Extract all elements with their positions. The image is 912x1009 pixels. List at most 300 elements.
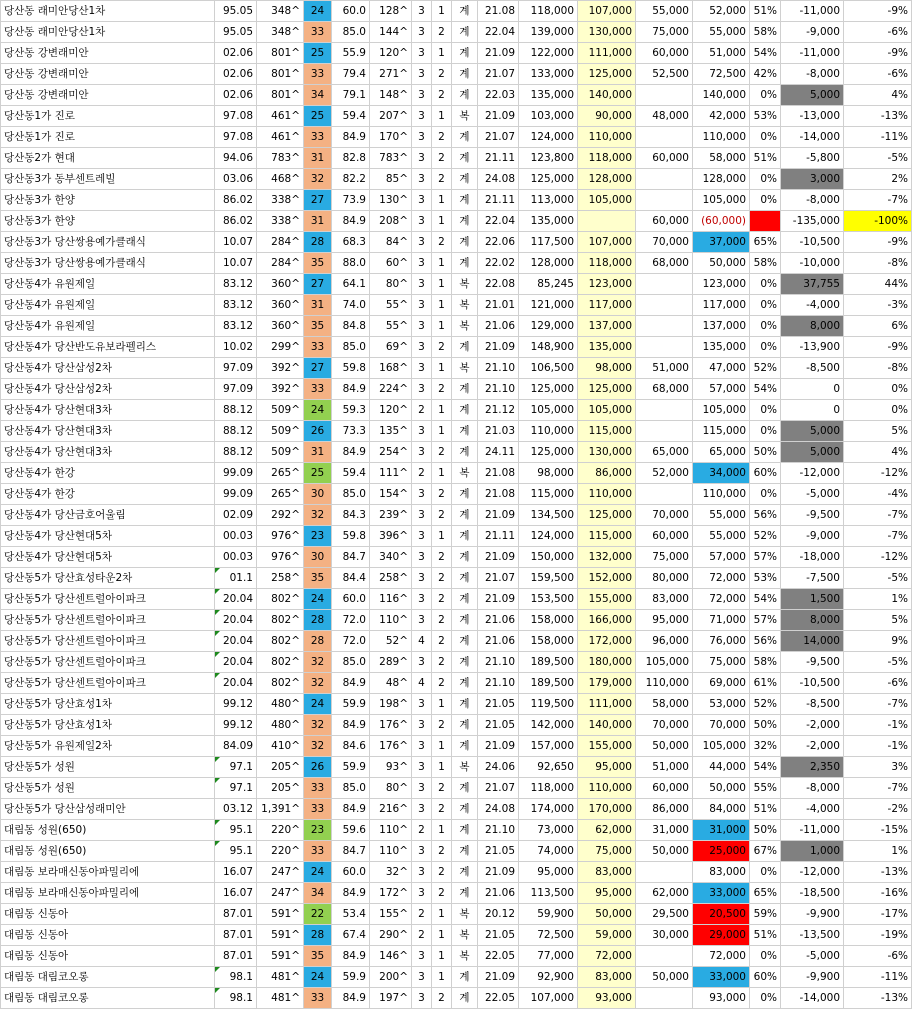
current-price-cell[interactable]: 110,000 [578, 484, 636, 505]
households-cell[interactable]: 396^ [370, 526, 412, 547]
households-cell[interactable]: 80^ [370, 778, 412, 799]
complex-name-cell[interactable]: 당산동4가 유원제일 [1, 316, 215, 337]
stair-type-cell[interactable]: 계 [452, 85, 478, 106]
jeonse-ratio-cell[interactable]: 51% [750, 148, 781, 169]
baths-cell[interactable]: 1 [432, 274, 452, 295]
stair-type-cell[interactable]: 복 [452, 463, 478, 484]
stair-type-cell[interactable]: 계 [452, 988, 478, 1009]
change-rate-cell[interactable]: -12% [844, 463, 912, 484]
gap-amount-cell[interactable]: 25,000 [693, 841, 750, 862]
area-cell[interactable]: 59.6 [332, 820, 370, 841]
price-change-cell[interactable]: 37,755 [781, 274, 844, 295]
stair-type-cell[interactable]: 계 [452, 442, 478, 463]
current-price-cell[interactable]: 90,000 [578, 106, 636, 127]
price-change-cell[interactable]: -4,000 [781, 799, 844, 820]
stair-type-cell[interactable]: 계 [452, 694, 478, 715]
gap-amount-cell[interactable]: 71,000 [693, 610, 750, 631]
built-date-cell[interactable]: 83.12 [215, 274, 257, 295]
jeonse-price-cell[interactable]: 50,000 [636, 841, 693, 862]
gap-amount-cell[interactable]: 72,000 [693, 568, 750, 589]
gap-amount-cell[interactable]: 37,000 [693, 232, 750, 253]
built-date-cell[interactable]: 03.06 [215, 169, 257, 190]
price-change-cell[interactable]: 5,000 [781, 421, 844, 442]
built-date-cell[interactable]: 16.07 [215, 883, 257, 904]
trade-date-cell[interactable]: 22.06 [478, 232, 519, 253]
pyeong-size-cell[interactable]: 35 [304, 946, 332, 967]
complex-name-cell[interactable]: 당산동 강변래미안 [1, 85, 215, 106]
change-rate-cell[interactable]: -1% [844, 736, 912, 757]
current-price-cell[interactable]: 62,000 [578, 820, 636, 841]
change-rate-cell[interactable]: -9% [844, 337, 912, 358]
baths-cell[interactable]: 2 [432, 652, 452, 673]
total-units-cell[interactable]: 360^ [257, 274, 304, 295]
area-cell[interactable]: 64.1 [332, 274, 370, 295]
price-change-cell[interactable]: -18,000 [781, 547, 844, 568]
current-price-cell[interactable]: 137,000 [578, 316, 636, 337]
stair-type-cell[interactable]: 계 [452, 169, 478, 190]
jeonse-price-cell[interactable] [636, 400, 693, 421]
total-units-cell[interactable]: 976^ [257, 526, 304, 547]
peak-price-cell[interactable]: 158,000 [519, 610, 578, 631]
current-price-cell[interactable]: 105,000 [578, 190, 636, 211]
complex-name-cell[interactable]: 대림동 신동아 [1, 904, 215, 925]
trade-date-cell[interactable]: 22.02 [478, 253, 519, 274]
jeonse-ratio-cell[interactable]: 54% [750, 379, 781, 400]
baths-cell[interactable]: 2 [432, 862, 452, 883]
current-price-cell[interactable]: 83,000 [578, 862, 636, 883]
pyeong-size-cell[interactable]: 27 [304, 274, 332, 295]
jeonse-ratio-cell[interactable]: 51% [750, 1, 781, 22]
pyeong-size-cell[interactable]: 24 [304, 400, 332, 421]
rooms-cell[interactable]: 3 [412, 43, 432, 64]
stair-type-cell[interactable]: 계 [452, 64, 478, 85]
jeonse-price-cell[interactable]: 75,000 [636, 22, 693, 43]
complex-name-cell[interactable]: 당산동5가 유원제일2차 [1, 736, 215, 757]
baths-cell[interactable]: 1 [432, 1, 452, 22]
baths-cell[interactable]: 1 [432, 253, 452, 274]
households-cell[interactable]: 258^ [370, 568, 412, 589]
complex-name-cell[interactable]: 당산동4가 당산현대3차 [1, 421, 215, 442]
trade-date-cell[interactable]: 21.09 [478, 43, 519, 64]
change-rate-cell[interactable]: -11% [844, 127, 912, 148]
built-date-cell[interactable]: 20.04 [215, 589, 257, 610]
peak-price-cell[interactable]: 72,500 [519, 925, 578, 946]
households-cell[interactable]: 208^ [370, 211, 412, 232]
area-cell[interactable]: 60.0 [332, 862, 370, 883]
total-units-cell[interactable]: 802^ [257, 631, 304, 652]
rooms-cell[interactable]: 3 [412, 148, 432, 169]
stair-type-cell[interactable]: 계 [452, 568, 478, 589]
price-change-cell[interactable]: -13,900 [781, 337, 844, 358]
built-date-cell[interactable]: 86.02 [215, 190, 257, 211]
total-units-cell[interactable]: 205^ [257, 757, 304, 778]
price-change-cell[interactable]: 5,000 [781, 442, 844, 463]
trade-date-cell[interactable]: 21.03 [478, 421, 519, 442]
baths-cell[interactable]: 2 [432, 232, 452, 253]
total-units-cell[interactable]: 801^ [257, 43, 304, 64]
built-date-cell[interactable]: 02.06 [215, 43, 257, 64]
peak-price-cell[interactable]: 158,000 [519, 631, 578, 652]
peak-price-cell[interactable]: 129,000 [519, 316, 578, 337]
area-cell[interactable]: 84.9 [332, 379, 370, 400]
built-date-cell[interactable]: 95.05 [215, 22, 257, 43]
change-rate-cell[interactable]: -13% [844, 988, 912, 1009]
change-rate-cell[interactable]: -100% [844, 211, 912, 232]
trade-date-cell[interactable]: 21.09 [478, 337, 519, 358]
pyeong-size-cell[interactable]: 30 [304, 547, 332, 568]
price-change-cell[interactable]: -11,000 [781, 820, 844, 841]
pyeong-size-cell[interactable]: 24 [304, 1, 332, 22]
trade-date-cell[interactable]: 21.09 [478, 106, 519, 127]
jeonse-ratio-cell[interactable]: 0% [750, 316, 781, 337]
change-rate-cell[interactable]: -9% [844, 43, 912, 64]
households-cell[interactable]: 216^ [370, 799, 412, 820]
change-rate-cell[interactable]: -13% [844, 106, 912, 127]
jeonse-price-cell[interactable]: 51,000 [636, 757, 693, 778]
pyeong-size-cell[interactable]: 26 [304, 421, 332, 442]
households-cell[interactable]: 176^ [370, 736, 412, 757]
rooms-cell[interactable]: 3 [412, 253, 432, 274]
jeonse-ratio-cell[interactable]: 52% [750, 526, 781, 547]
jeonse-ratio-cell[interactable]: 0% [750, 862, 781, 883]
complex-name-cell[interactable]: 당산동4가 당산반도유보라펠리스 [1, 337, 215, 358]
price-change-cell[interactable]: -7,500 [781, 568, 844, 589]
current-price-cell[interactable]: 115,000 [578, 421, 636, 442]
peak-price-cell[interactable]: 189,500 [519, 652, 578, 673]
pyeong-size-cell[interactable]: 32 [304, 736, 332, 757]
baths-cell[interactable]: 1 [432, 925, 452, 946]
complex-name-cell[interactable]: 대림동 대림코오롱 [1, 967, 215, 988]
baths-cell[interactable]: 1 [432, 400, 452, 421]
built-date-cell[interactable]: 10.07 [215, 253, 257, 274]
rooms-cell[interactable]: 3 [412, 568, 432, 589]
jeonse-price-cell[interactable]: 83,000 [636, 589, 693, 610]
stair-type-cell[interactable]: 계 [452, 652, 478, 673]
stair-type-cell[interactable]: 계 [452, 673, 478, 694]
peak-price-cell[interactable]: 107,000 [519, 988, 578, 1009]
jeonse-ratio-cell[interactable]: 0% [750, 337, 781, 358]
trade-date-cell[interactable]: 21.08 [478, 484, 519, 505]
jeonse-price-cell[interactable]: 50,000 [636, 736, 693, 757]
rooms-cell[interactable]: 3 [412, 505, 432, 526]
total-units-cell[interactable]: 348^ [257, 22, 304, 43]
area-cell[interactable]: 60.0 [332, 1, 370, 22]
baths-cell[interactable]: 1 [432, 211, 452, 232]
built-date-cell[interactable]: 87.01 [215, 946, 257, 967]
total-units-cell[interactable]: 468^ [257, 169, 304, 190]
households-cell[interactable]: 116^ [370, 589, 412, 610]
area-cell[interactable]: 85.0 [332, 22, 370, 43]
gap-amount-cell[interactable]: 110,000 [693, 127, 750, 148]
price-change-cell[interactable]: -9,900 [781, 967, 844, 988]
price-change-cell[interactable]: -11,000 [781, 1, 844, 22]
stair-type-cell[interactable]: 계 [452, 211, 478, 232]
pyeong-size-cell[interactable]: 35 [304, 316, 332, 337]
current-price-cell[interactable]: 72,000 [578, 946, 636, 967]
jeonse-price-cell[interactable]: 52,000 [636, 463, 693, 484]
area-cell[interactable]: 68.3 [332, 232, 370, 253]
jeonse-ratio-cell[interactable]: 60% [750, 463, 781, 484]
gap-amount-cell[interactable]: 69,000 [693, 673, 750, 694]
households-cell[interactable]: 120^ [370, 400, 412, 421]
price-change-cell[interactable]: -10,500 [781, 673, 844, 694]
price-change-cell[interactable]: -18,500 [781, 883, 844, 904]
price-change-cell[interactable]: -8,000 [781, 64, 844, 85]
change-rate-cell[interactable]: 0% [844, 400, 912, 421]
change-rate-cell[interactable]: -5% [844, 568, 912, 589]
built-date-cell[interactable]: 88.12 [215, 400, 257, 421]
change-rate-cell[interactable]: -3% [844, 295, 912, 316]
households-cell[interactable]: 176^ [370, 715, 412, 736]
pyeong-size-cell[interactable]: 28 [304, 232, 332, 253]
households-cell[interactable]: 84^ [370, 232, 412, 253]
rooms-cell[interactable]: 3 [412, 85, 432, 106]
current-price-cell[interactable]: 140,000 [578, 715, 636, 736]
peak-price-cell[interactable]: 142,000 [519, 715, 578, 736]
baths-cell[interactable]: 1 [432, 358, 452, 379]
pyeong-size-cell[interactable]: 33 [304, 841, 332, 862]
jeonse-price-cell[interactable] [636, 85, 693, 106]
change-rate-cell[interactable]: -9% [844, 1, 912, 22]
peak-price-cell[interactable]: 77,000 [519, 946, 578, 967]
stair-type-cell[interactable]: 복 [452, 274, 478, 295]
peak-price-cell[interactable]: 139,000 [519, 22, 578, 43]
trade-date-cell[interactable]: 22.04 [478, 211, 519, 232]
total-units-cell[interactable]: 591^ [257, 946, 304, 967]
trade-date-cell[interactable]: 21.11 [478, 526, 519, 547]
rooms-cell[interactable]: 3 [412, 484, 432, 505]
rooms-cell[interactable]: 3 [412, 967, 432, 988]
total-units-cell[interactable]: 338^ [257, 190, 304, 211]
change-rate-cell[interactable]: -7% [844, 505, 912, 526]
built-date-cell[interactable]: 97.1 [215, 778, 257, 799]
jeonse-price-cell[interactable]: 70,000 [636, 505, 693, 526]
gap-amount-cell[interactable]: 128,000 [693, 169, 750, 190]
jeonse-ratio-cell[interactable]: 57% [750, 610, 781, 631]
jeonse-ratio-cell[interactable]: 42% [750, 64, 781, 85]
rooms-cell[interactable]: 3 [412, 547, 432, 568]
current-price-cell[interactable]: 132,000 [578, 547, 636, 568]
gap-amount-cell[interactable]: 75,000 [693, 652, 750, 673]
baths-cell[interactable]: 1 [432, 757, 452, 778]
change-rate-cell[interactable]: 5% [844, 421, 912, 442]
pyeong-size-cell[interactable]: 33 [304, 127, 332, 148]
area-cell[interactable]: 53.4 [332, 904, 370, 925]
complex-name-cell[interactable]: 당산동4가 한강 [1, 484, 215, 505]
total-units-cell[interactable]: 247^ [257, 883, 304, 904]
complex-name-cell[interactable]: 당산동2가 현대 [1, 148, 215, 169]
rooms-cell[interactable]: 3 [412, 169, 432, 190]
change-rate-cell[interactable]: -6% [844, 22, 912, 43]
baths-cell[interactable]: 2 [432, 148, 452, 169]
peak-price-cell[interactable]: 92,900 [519, 967, 578, 988]
peak-price-cell[interactable]: 133,000 [519, 64, 578, 85]
gap-amount-cell[interactable]: 72,000 [693, 946, 750, 967]
complex-name-cell[interactable]: 당산동3가 당산쌍용예가클래식 [1, 253, 215, 274]
trade-date-cell[interactable]: 21.05 [478, 715, 519, 736]
total-units-cell[interactable]: 220^ [257, 841, 304, 862]
jeonse-price-cell[interactable]: 70,000 [636, 232, 693, 253]
households-cell[interactable]: 254^ [370, 442, 412, 463]
jeonse-price-cell[interactable]: 58,000 [636, 694, 693, 715]
area-cell[interactable]: 84.9 [332, 211, 370, 232]
households-cell[interactable]: 135^ [370, 421, 412, 442]
price-change-cell[interactable]: -8,000 [781, 190, 844, 211]
complex-name-cell[interactable]: 당산동4가 당산삼성2차 [1, 379, 215, 400]
households-cell[interactable]: 172^ [370, 883, 412, 904]
households-cell[interactable]: 128^ [370, 1, 412, 22]
change-rate-cell[interactable]: 1% [844, 589, 912, 610]
total-units-cell[interactable]: 220^ [257, 820, 304, 841]
baths-cell[interactable]: 2 [432, 547, 452, 568]
trade-date-cell[interactable]: 22.04 [478, 22, 519, 43]
built-date-cell[interactable]: 99.09 [215, 484, 257, 505]
change-rate-cell[interactable]: -7% [844, 778, 912, 799]
baths-cell[interactable]: 1 [432, 463, 452, 484]
price-change-cell[interactable]: 1,500 [781, 589, 844, 610]
total-units-cell[interactable]: 480^ [257, 694, 304, 715]
baths-cell[interactable]: 2 [432, 442, 452, 463]
jeonse-ratio-cell[interactable]: 51% [750, 925, 781, 946]
complex-name-cell[interactable]: 대림동 성원(650) [1, 820, 215, 841]
households-cell[interactable]: 197^ [370, 988, 412, 1009]
complex-name-cell[interactable]: 당산동 래미안당산1차 [1, 22, 215, 43]
current-price-cell[interactable]: 166,000 [578, 610, 636, 631]
rooms-cell[interactable]: 3 [412, 274, 432, 295]
peak-price-cell[interactable]: 135,000 [519, 85, 578, 106]
gap-amount-cell[interactable]: 33,000 [693, 883, 750, 904]
stair-type-cell[interactable]: 계 [452, 526, 478, 547]
gap-amount-cell[interactable]: 29,000 [693, 925, 750, 946]
price-change-cell[interactable]: -10,000 [781, 253, 844, 274]
area-cell[interactable]: 84.6 [332, 736, 370, 757]
stair-type-cell[interactable]: 복 [452, 904, 478, 925]
trade-date-cell[interactable]: 21.07 [478, 64, 519, 85]
baths-cell[interactable]: 2 [432, 841, 452, 862]
total-units-cell[interactable]: 481^ [257, 967, 304, 988]
total-units-cell[interactable]: 410^ [257, 736, 304, 757]
current-price-cell[interactable]: 125,000 [578, 64, 636, 85]
total-units-cell[interactable]: 1,391^ [257, 799, 304, 820]
price-change-cell[interactable]: -5,000 [781, 484, 844, 505]
price-change-cell[interactable]: -8,000 [781, 778, 844, 799]
jeonse-ratio-cell[interactable]: 53% [750, 568, 781, 589]
jeonse-ratio-cell[interactable]: 50% [750, 820, 781, 841]
gap-amount-cell[interactable]: 58,000 [693, 148, 750, 169]
price-change-cell[interactable]: 5,000 [781, 85, 844, 106]
complex-name-cell[interactable]: 당산동3가 동부센트레빌 [1, 169, 215, 190]
households-cell[interactable]: 110^ [370, 610, 412, 631]
total-units-cell[interactable]: 247^ [257, 862, 304, 883]
baths-cell[interactable]: 1 [432, 190, 452, 211]
gap-amount-cell[interactable]: 55,000 [693, 526, 750, 547]
peak-price-cell[interactable]: 174,000 [519, 799, 578, 820]
built-date-cell[interactable]: 86.02 [215, 211, 257, 232]
jeonse-price-cell[interactable]: 50,000 [636, 967, 693, 988]
total-units-cell[interactable]: 265^ [257, 484, 304, 505]
households-cell[interactable]: 69^ [370, 337, 412, 358]
households-cell[interactable]: 93^ [370, 757, 412, 778]
peak-price-cell[interactable]: 157,000 [519, 736, 578, 757]
trade-date-cell[interactable]: 21.09 [478, 505, 519, 526]
complex-name-cell[interactable]: 당산동 강변래미안 [1, 64, 215, 85]
gap-amount-cell[interactable]: 105,000 [693, 736, 750, 757]
rooms-cell[interactable]: 3 [412, 883, 432, 904]
trade-date-cell[interactable]: 21.11 [478, 148, 519, 169]
complex-name-cell[interactable]: 당산동4가 당산현대3차 [1, 400, 215, 421]
complex-name-cell[interactable]: 당산동4가 당산현대5차 [1, 547, 215, 568]
pyeong-size-cell[interactable]: 23 [304, 820, 332, 841]
total-units-cell[interactable]: 461^ [257, 127, 304, 148]
jeonse-price-cell[interactable]: 51,000 [636, 358, 693, 379]
total-units-cell[interactable]: 292^ [257, 505, 304, 526]
built-date-cell[interactable]: 98.1 [215, 988, 257, 1009]
price-change-cell[interactable]: -12,000 [781, 862, 844, 883]
baths-cell[interactable]: 2 [432, 610, 452, 631]
complex-name-cell[interactable]: 당산동5가 당산센트럴아이파크 [1, 652, 215, 673]
pyeong-size-cell[interactable]: 30 [304, 484, 332, 505]
jeonse-ratio-cell[interactable] [750, 211, 781, 232]
baths-cell[interactable]: 1 [432, 946, 452, 967]
area-cell[interactable]: 84.9 [332, 883, 370, 904]
stair-type-cell[interactable]: 계 [452, 127, 478, 148]
current-price-cell[interactable]: 125,000 [578, 505, 636, 526]
built-date-cell[interactable]: 99.09 [215, 463, 257, 484]
peak-price-cell[interactable]: 159,500 [519, 568, 578, 589]
jeonse-price-cell[interactable] [636, 946, 693, 967]
rooms-cell[interactable]: 4 [412, 673, 432, 694]
change-rate-cell[interactable]: -6% [844, 673, 912, 694]
complex-name-cell[interactable]: 대림동 보라매신동아파밀리에 [1, 883, 215, 904]
current-price-cell[interactable]: 170,000 [578, 799, 636, 820]
change-rate-cell[interactable]: -8% [844, 358, 912, 379]
area-cell[interactable]: 84.9 [332, 715, 370, 736]
complex-name-cell[interactable]: 당산동5가 당산센트럴아이파크 [1, 589, 215, 610]
rooms-cell[interactable]: 3 [412, 106, 432, 127]
stair-type-cell[interactable]: 복 [452, 757, 478, 778]
peak-price-cell[interactable]: 115,000 [519, 484, 578, 505]
gap-amount-cell[interactable]: 123,000 [693, 274, 750, 295]
stair-type-cell[interactable]: 계 [452, 820, 478, 841]
area-cell[interactable]: 82.8 [332, 148, 370, 169]
change-rate-cell[interactable]: 9% [844, 631, 912, 652]
complex-name-cell[interactable]: 당산동4가 당산삼성2차 [1, 358, 215, 379]
current-price-cell[interactable]: 180,000 [578, 652, 636, 673]
built-date-cell[interactable]: 95.05 [215, 1, 257, 22]
baths-cell[interactable]: 2 [432, 778, 452, 799]
jeonse-ratio-cell[interactable]: 60% [750, 967, 781, 988]
jeonse-ratio-cell[interactable]: 56% [750, 631, 781, 652]
peak-price-cell[interactable]: 106,500 [519, 358, 578, 379]
households-cell[interactable]: 148^ [370, 85, 412, 106]
jeonse-ratio-cell[interactable]: 57% [750, 547, 781, 568]
current-price-cell[interactable]: 107,000 [578, 232, 636, 253]
current-price-cell[interactable]: 86,000 [578, 463, 636, 484]
pyeong-size-cell[interactable]: 33 [304, 64, 332, 85]
built-date-cell[interactable]: 87.01 [215, 904, 257, 925]
complex-name-cell[interactable]: 당산동3가 한양 [1, 190, 215, 211]
jeonse-price-cell[interactable]: 68,000 [636, 379, 693, 400]
total-units-cell[interactable]: 802^ [257, 652, 304, 673]
pyeong-size-cell[interactable]: 32 [304, 505, 332, 526]
total-units-cell[interactable]: 802^ [257, 673, 304, 694]
pyeong-size-cell[interactable]: 32 [304, 652, 332, 673]
total-units-cell[interactable]: 461^ [257, 106, 304, 127]
peak-price-cell[interactable]: 189,500 [519, 673, 578, 694]
households-cell[interactable]: 207^ [370, 106, 412, 127]
pyeong-size-cell[interactable]: 33 [304, 778, 332, 799]
total-units-cell[interactable]: 338^ [257, 211, 304, 232]
